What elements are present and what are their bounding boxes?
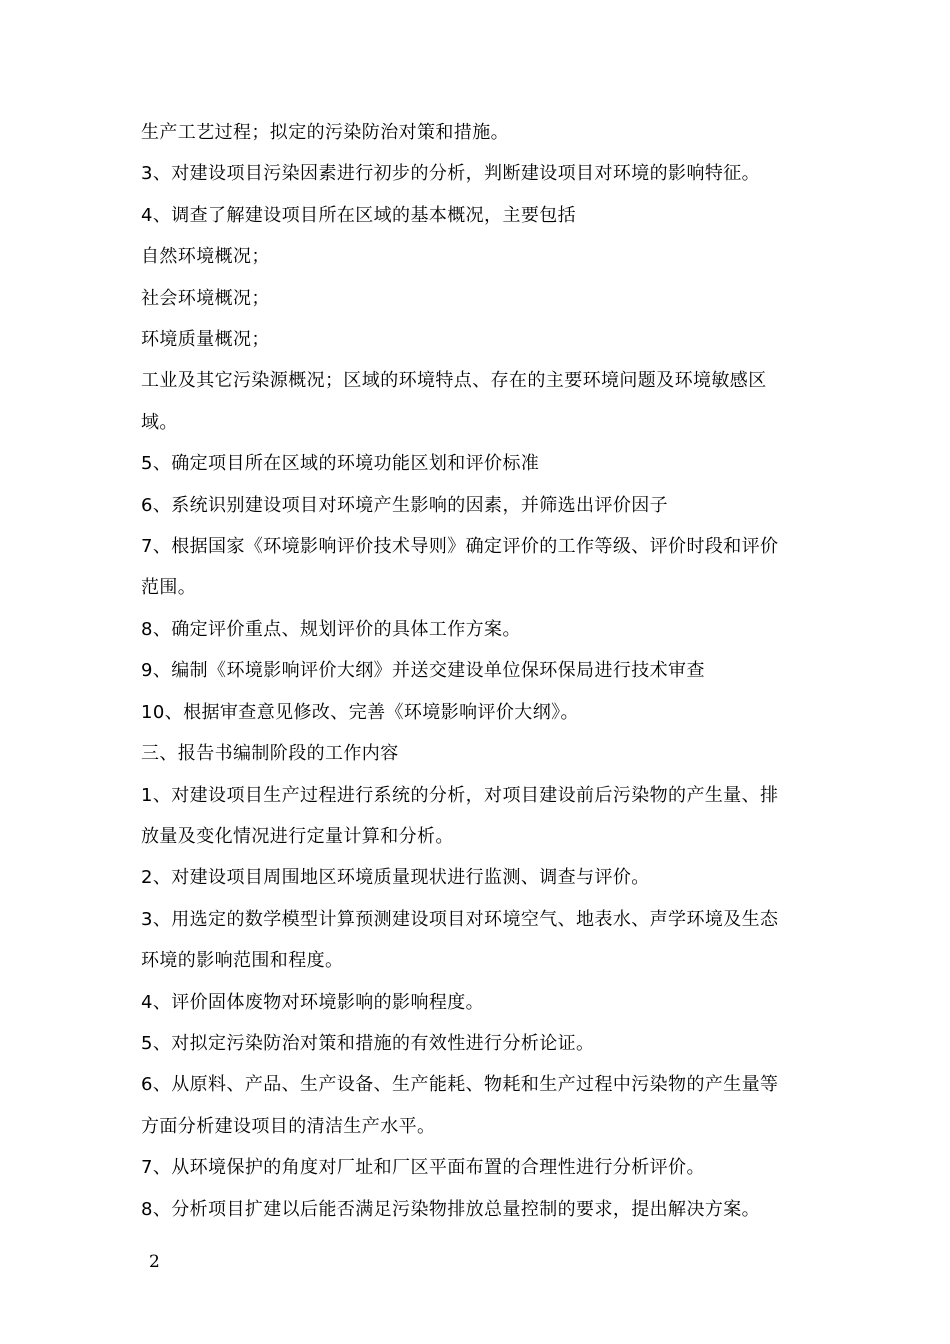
text-line: 2、对建设项目周围地区环境质量现状进行监测、调查与评价。 bbox=[141, 867, 650, 889]
section-heading: 三、报告书编制阶段的工作内容 bbox=[141, 743, 399, 765]
page-number: 2 bbox=[149, 1252, 160, 1272]
document-body bbox=[141, 112, 813, 1230]
text-line: 9、编制《环境影响评价大纲》并送交建设单位保环保局进行技术审查 bbox=[141, 660, 705, 682]
text-line: 5、对拟定污染防治对策和措施的有效性进行分析论证。 bbox=[141, 1032, 595, 1054]
text-line: 7、从环境保护的角度对厂址和厂区平面布置的合理性进行分析评价。 bbox=[141, 1157, 705, 1179]
text-line: 4、调查了解建设项目所在区域的基本概况，主要包括 bbox=[141, 204, 577, 226]
text-line: 5、确定项目所在区域的环境功能区划和评价标准 bbox=[141, 453, 540, 475]
text-line: 10、根据审查意见修改、完善《环境影响评价大纲》。 bbox=[141, 701, 579, 723]
text-line: 6、从原料、产品、生产设备、生产能耗、物耗和生产过程中污染物的产生量等 bbox=[141, 1074, 779, 1096]
text-line: 6、系统识别建设项目对环境产生影响的因素，并筛选出评价因子 bbox=[141, 494, 669, 516]
text-line: 8、分析项目扩建以后能否满足污染物排放总量控制的要求，提出解决方案。 bbox=[141, 1198, 761, 1220]
text-line: 4、评价固体废物对环境影响的影响程度。 bbox=[141, 991, 485, 1013]
text-line: 方面分析建设项目的清洁生产水平。 bbox=[141, 1115, 436, 1137]
text-line: 社会环境概况； bbox=[141, 287, 270, 309]
text-line: 8、确定评价重点、规划评价的具体工作方案。 bbox=[141, 618, 521, 640]
text-line: 7、根据国家《环境影响评价技术导则》确定评价的工作等级、评价时段和评价 bbox=[141, 536, 779, 558]
text-line: 环境质量概况； bbox=[141, 329, 270, 351]
text-line: 放量及变化情况进行定量计算和分析。 bbox=[141, 825, 454, 847]
text-line: 工业及其它污染源概况；区域的环境特点、存在的主要环境问题及环境敏感区 bbox=[141, 370, 767, 392]
text-line: 域。 bbox=[141, 411, 178, 433]
text-line: 1、对建设项目生产过程进行系统的分析，对项目建设前后污染物的产生量、排 bbox=[141, 784, 779, 806]
text-line: 3、用选定的数学模型计算预测建设项目对环境空气、地表水、声学环境及生态 bbox=[141, 908, 779, 930]
text-line: 生产工艺过程；拟定的污染防治对策和措施。 bbox=[141, 122, 509, 143]
text-line: 自然环境概况； bbox=[141, 246, 270, 268]
text-line: 3、对建设项目污染因素进行初步的分析，判断建设项目对环境的影响特征。 bbox=[141, 163, 761, 185]
text-line: 范围。 bbox=[141, 577, 197, 599]
text-line: 环境的影响范围和程度。 bbox=[141, 950, 344, 972]
